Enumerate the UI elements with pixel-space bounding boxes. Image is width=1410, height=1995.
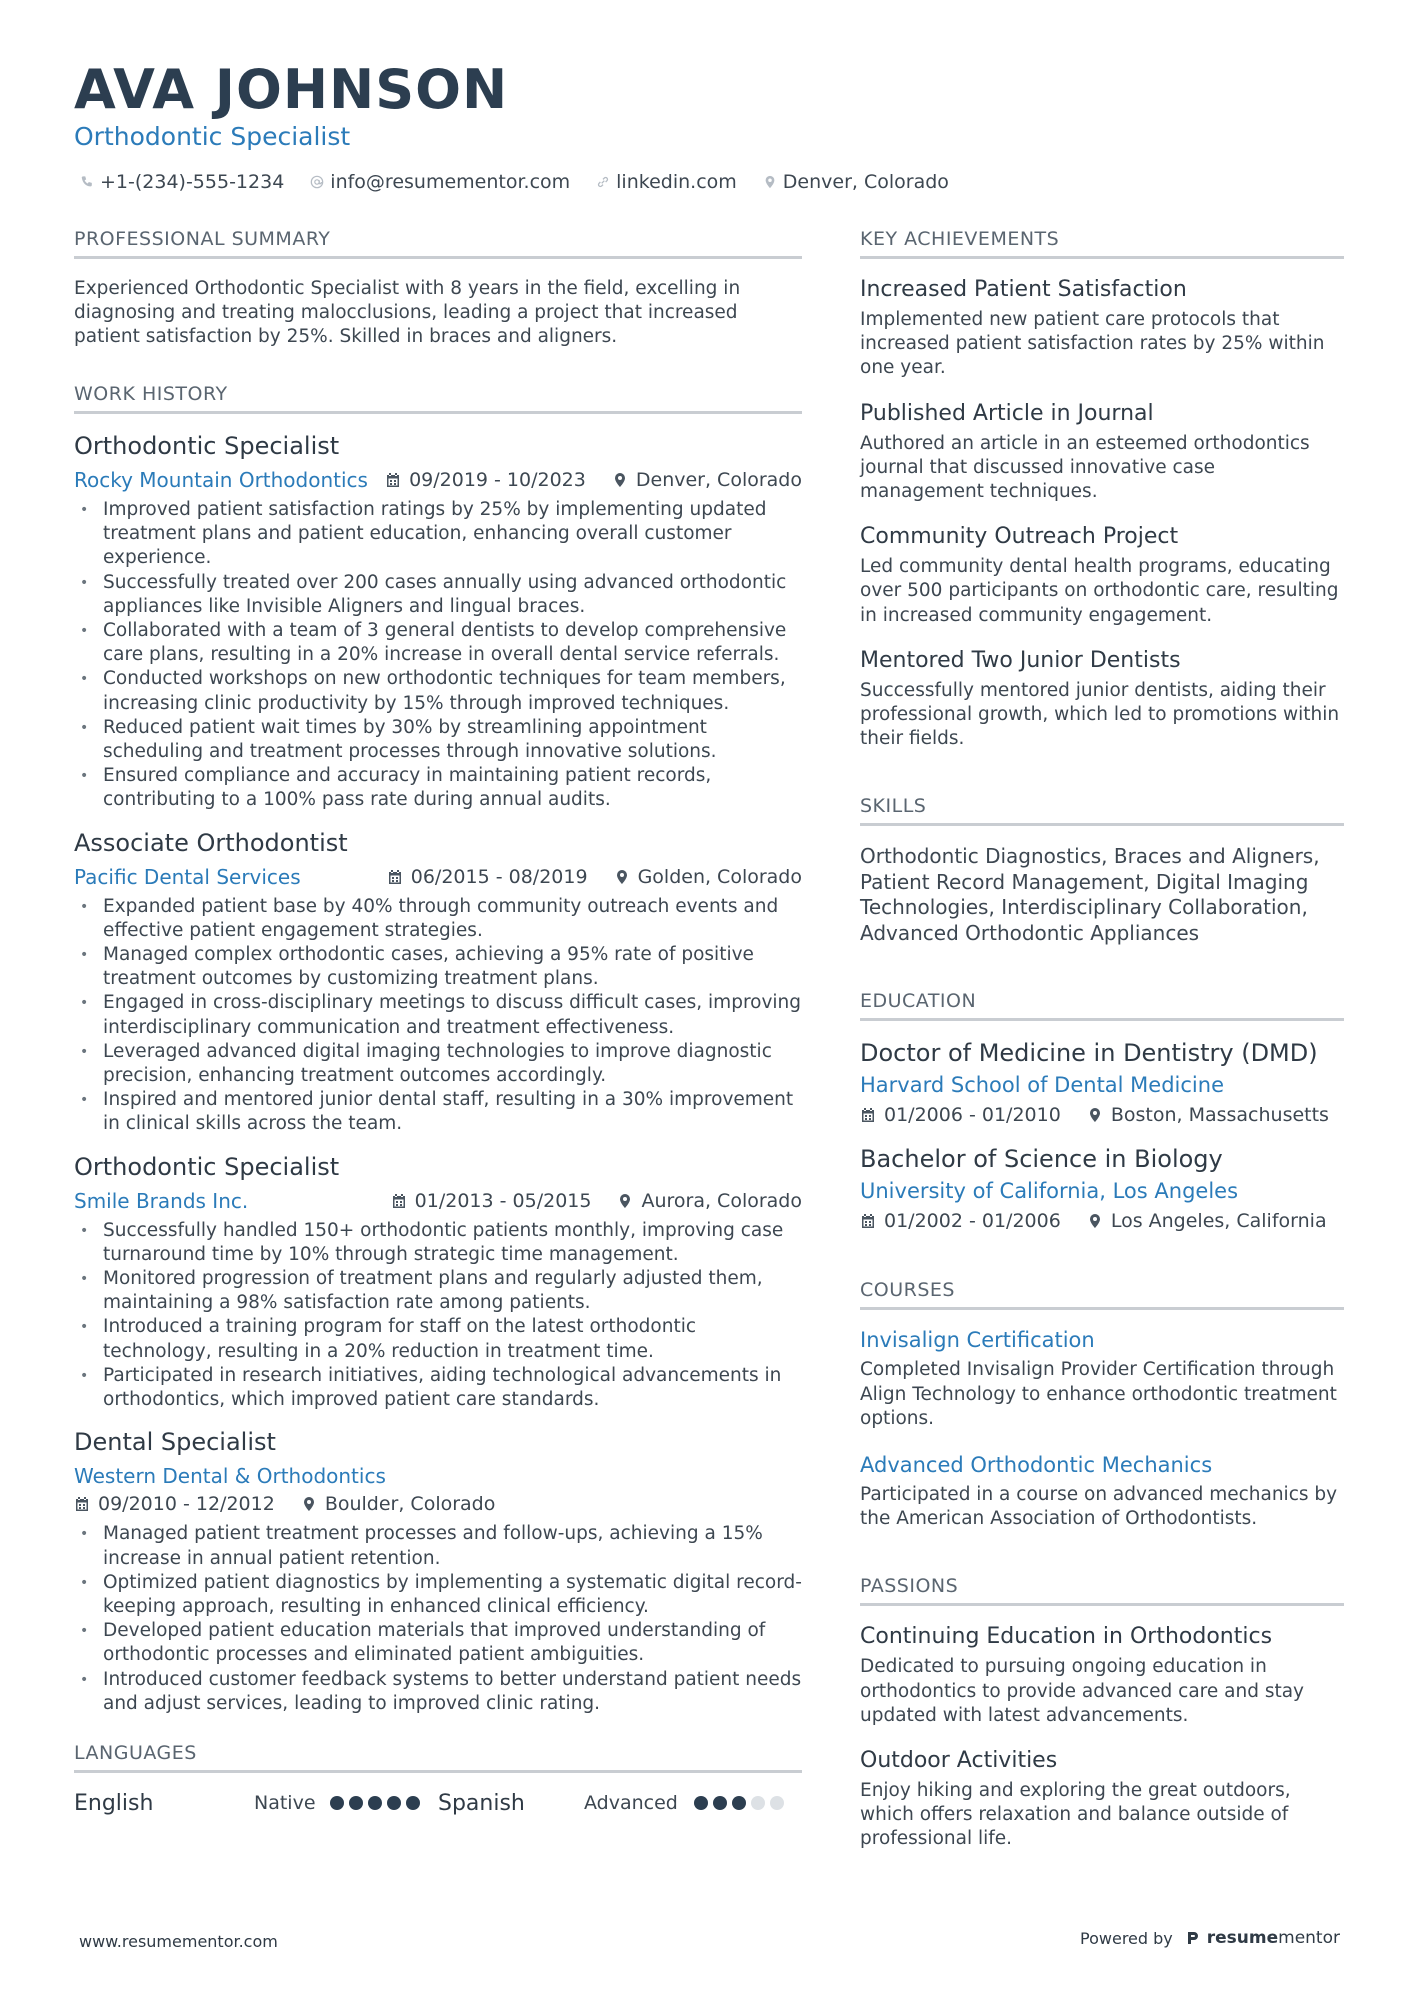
achievement-desc: Successfully mentored junior dentists, aiding their professional growth, which led to promotions within their fields.	[860, 679, 1340, 750]
language-name: English	[74, 1790, 154, 1816]
achievement-item	[860, 277, 1344, 381]
job-bullets	[74, 1219, 802, 1413]
map-pin-icon	[1087, 1213, 1103, 1229]
course-item	[860, 1453, 1344, 1531]
passion-item	[860, 1624, 1344, 1728]
link-icon	[596, 175, 610, 189]
contact-phone[interactable]	[80, 171, 284, 193]
job-dates: 06/2015 - 08/2019	[410, 865, 588, 888]
job-entry	[74, 432, 802, 813]
job-bullet: • Collaborated with a team of 3 general dentists to develop comprehensive care plans, resulting in a 20% increase in overall dental service referrals.	[74, 619, 802, 667]
rating-dot	[387, 1796, 401, 1810]
course-desc: Completed Invisalign Provider Certification through Align Technology to enhance orthodontic treatment options.	[860, 1359, 1337, 1429]
language-level: Advanced	[584, 1792, 678, 1815]
job-company: Rocky Mountain Orthodontics	[74, 468, 368, 492]
job-meta	[74, 1462, 802, 1490]
powered-by-text: Powered by	[1080, 1928, 1173, 1948]
left-column	[74, 228, 802, 1816]
achievement-item	[860, 524, 1344, 628]
job-title: Associate Orthodontist	[74, 828, 348, 857]
job-bullet: • Monitored progression of treatment plans and regularly adjusted them, maintaining a 98% satisfaction rate among patients.	[74, 1267, 802, 1315]
education-school: Harvard School of Dental Medicine	[860, 1073, 1224, 1098]
rating-dot	[770, 1796, 784, 1810]
education-degree: Doctor of Medicine in Dentistry (DMD)	[860, 1039, 1318, 1068]
calendar-icon	[860, 1107, 876, 1123]
passion-desc: Enjoy hiking and exploring the great outdoors, which offers relaxation and balance outside of professional life.	[860, 1780, 1291, 1850]
achievement-item	[860, 401, 1344, 505]
language-level: Native	[254, 1792, 316, 1815]
location-text: Denver, Colorado	[782, 171, 949, 193]
job-meta	[74, 863, 802, 891]
achievement-title: Mentored Two Junior Dentists	[860, 647, 1181, 673]
passion-item	[860, 1748, 1344, 1852]
education-meta	[860, 1101, 1344, 1129]
map-pin-icon	[612, 472, 628, 488]
skills-text: Orthodontic Diagnostics, Braces and Aligners, Patient Record Management, Digital Imaging Technologies, Interdisciplinary Collaboration, Advanced Orthodontic Appliances	[860, 844, 1320, 945]
achievement-desc: Implemented new patient care protocols that increased patient satisfaction rates by 25% within one year.	[860, 309, 1325, 379]
job-dates: 09/2010 - 12/2012	[98, 1493, 275, 1516]
language-name: Spanish	[438, 1790, 525, 1816]
brand-name-bold: resume	[1206, 1928, 1279, 1948]
section-title-passions: PASSIONS	[860, 1575, 1344, 1606]
contact-email[interactable]	[310, 171, 570, 193]
job-title: Orthodontic Specialist	[74, 1152, 340, 1181]
achievement-desc: Authored an article in an esteemed orthodontics journal that discussed innovative case management techniques.	[860, 432, 1310, 503]
rating-dot	[751, 1796, 765, 1810]
job-bullet: • Successfully handled 150+ orthodontic patients monthly, improving case turnaround time by 10% through strategic time management.	[74, 1219, 802, 1267]
rating-dot	[330, 1796, 344, 1810]
rating-dot	[732, 1796, 746, 1810]
job-company: Western Dental & Orthodontics	[74, 1464, 386, 1489]
achievement-desc: Led community dental health programs, educating over 500 participants on orthodontic care, resulting in increased community engagement.	[860, 556, 1339, 626]
achievement-title: Community Outreach Project	[860, 524, 1179, 550]
section-title-achievements: KEY ACHIEVEMENTS	[860, 228, 1344, 259]
job-bullets	[74, 895, 802, 1137]
rating-dot	[713, 1796, 727, 1810]
job-bullet: • Expanded patient base by 40% through community outreach events and effective patient engagement strategies.	[74, 895, 802, 943]
achievement-item	[860, 648, 1344, 752]
education-meta	[860, 1207, 1344, 1235]
job-entry	[74, 1153, 802, 1413]
education-item	[860, 1145, 1344, 1235]
education-dates: 01/2006 - 01/2010	[884, 1104, 1061, 1127]
course-title: Advanced Orthodontic Mechanics	[860, 1453, 1213, 1478]
footer-powered	[1080, 1928, 1340, 1948]
resumementor-logo-icon	[1185, 1930, 1201, 1946]
language-item	[74, 1791, 438, 1816]
course-desc: Participated in a course on advanced mechanics by the American Association of Orthodontists.	[860, 1484, 1338, 1530]
footer-website[interactable]: www.resumementor.com	[79, 1932, 278, 1951]
achievement-title: Increased Patient Satisfaction	[860, 277, 1187, 302]
education-item	[860, 1039, 1344, 1129]
job-entry	[74, 1428, 802, 1716]
passion-title: Continuing Education in Orthodontics	[860, 1624, 1273, 1650]
languages-list	[74, 1791, 802, 1816]
education-dates: 01/2002 - 01/2006	[884, 1210, 1061, 1233]
language-rating	[694, 1796, 784, 1810]
candidate-name: AVA JOHNSON	[74, 58, 509, 121]
calendar-icon	[385, 472, 401, 488]
job-bullet: • Improved patient satisfaction ratings by 25% by implementing updated treatment plans and patient education, enhancing overall customer experience.	[74, 498, 802, 571]
section-title-summary: PROFESSIONAL SUMMARY	[74, 228, 802, 259]
job-bullet: • Participated in research initiatives, aiding technological advancements in orthodontics, which improved patient care standards.	[74, 1364, 802, 1412]
rating-dot	[368, 1796, 382, 1810]
job-location: Golden, Colorado	[637, 865, 802, 888]
education-location: Los Angeles, California	[1110, 1210, 1327, 1233]
calendar-icon	[387, 869, 403, 885]
section-title-work: WORK HISTORY	[74, 383, 802, 414]
job-meta	[74, 466, 802, 494]
contact-linkedin[interactable]	[596, 171, 737, 193]
language-item	[438, 1791, 802, 1816]
job-bullets	[74, 1522, 802, 1716]
calendar-icon	[860, 1213, 876, 1229]
map-pin-icon	[1087, 1107, 1103, 1123]
job-meta-secondary	[74, 1490, 802, 1518]
map-pin-icon	[614, 869, 630, 885]
job-bullet: • Leveraged advanced digital imaging technologies to improve diagnostic precision, enhancing treatment outcomes accordingly.	[74, 1040, 802, 1088]
section-title-languages: LANGUAGES	[74, 1742, 802, 1773]
course-title: Invisalign Certification	[860, 1328, 1095, 1353]
at-sign-icon	[310, 175, 324, 189]
summary-text: Experienced Orthodontic Specialist with 8 years in the field, excelling in diagnosing and treating malocclusions, leading a project that increased patient satisfaction by 25%. Skilled in braces and aligners.	[74, 278, 741, 347]
job-meta	[74, 1187, 802, 1215]
job-bullet: • Optimized patient diagnostics by implementing a systematic digital record-keeping approach, resulting in enhanced clinical efficiency.	[74, 1571, 802, 1619]
job-bullet: • Introduced a training program for staff on the latest orthodontic technology, resulting in a 20% reduction in treatment time.	[74, 1315, 802, 1363]
education-degree: Bachelor of Science in Biology	[860, 1145, 1223, 1174]
contact-location	[763, 171, 949, 193]
achievement-title: Published Article in Journal	[860, 400, 1154, 426]
linkedin-text: linkedin.com	[616, 171, 737, 193]
job-bullet: • Reduced patient wait times by 30% by streamlining appointment scheduling and treatment processes through innovative solutions.	[74, 716, 802, 764]
calendar-icon	[74, 1496, 90, 1512]
map-pin-icon	[763, 175, 777, 189]
education-location: Boston, Massachusetts	[1110, 1104, 1329, 1127]
job-dates: 01/2013 - 05/2015	[414, 1189, 592, 1212]
course-item	[860, 1328, 1344, 1431]
job-company: Pacific Dental Services	[74, 864, 301, 889]
section-title-education: EDUCATION	[860, 990, 1344, 1021]
job-bullet: • Managed patient treatment processes and follow-ups, achieving a 15% increase in annual patient retention.	[74, 1522, 802, 1570]
job-company: Smile Brands Inc.	[74, 1188, 249, 1213]
job-bullets	[74, 498, 802, 813]
contact-bar	[80, 171, 949, 193]
phone-text: +1-(234)-555-1234	[100, 171, 285, 193]
job-bullet: • Engaged in cross-disciplinary meetings to discuss difficult cases, improving interdisciplinary communication and treatment effectiveness.	[74, 991, 802, 1039]
job-dates: 09/2019 - 10/2023	[409, 469, 586, 491]
education-school: University of California, Los Angeles	[860, 1179, 1239, 1204]
section-title-courses: COURSES	[860, 1279, 1344, 1310]
rating-dot	[349, 1796, 363, 1810]
job-bullet: • Inspired and mentored junior dental staff, resulting in a 30% improvement in clinical skills across the team.	[74, 1088, 802, 1136]
job-bullet: • Introduced customer feedback systems to better understand patient needs and adjust services, leading to improved clinic rating.	[74, 1668, 802, 1716]
job-location: Aurora, Colorado	[641, 1189, 802, 1212]
rating-dot	[406, 1796, 420, 1810]
language-rating	[330, 1796, 420, 1810]
job-bullet: • Successfully treated over 200 cases annually using advanced orthodontic appliances like Invisible Aligners and lingual braces.	[74, 571, 802, 619]
job-location: Denver, Colorado	[635, 469, 802, 491]
job-bullet: • Conducted workshops on new orthodontic techniques for team members, increasing clinic productivity by 15% through improved techniques.	[74, 667, 802, 715]
calendar-icon	[391, 1193, 407, 1209]
job-entry	[74, 829, 802, 1137]
job-title: Dental Specialist	[74, 1428, 276, 1457]
right-column	[860, 228, 1344, 1872]
section-title-skills: SKILLS	[860, 795, 1344, 826]
work-history-list	[74, 432, 802, 1716]
map-pin-icon	[301, 1496, 317, 1512]
job-bullet: • Developed patient education materials that improved understanding of orthodontic processes and eliminated patient ambiguities.	[74, 1619, 802, 1667]
map-pin-icon	[617, 1193, 633, 1209]
phone-icon	[80, 175, 94, 189]
email-text: info@resumementor.com	[330, 171, 571, 193]
brand-name-rest: mentor	[1278, 1928, 1340, 1948]
passion-desc: Dedicated to pursuing ongoing education in orthodontics to provide advanced care and stay updated with latest advancements.	[860, 1656, 1304, 1726]
passion-title: Outdoor Activities	[860, 1748, 1058, 1774]
job-bullet: • Ensured compliance and accuracy in maintaining patient records, contributing to a 100% pass rate during annual audits.	[74, 764, 802, 812]
rating-dot	[694, 1796, 708, 1810]
candidate-title: Orthodontic Specialist	[74, 122, 351, 151]
brand-logo[interactable]	[1185, 1928, 1340, 1948]
job-bullet: • Managed complex orthodontic cases, achieving a 95% rate of positive treatment outcomes by customizing treatment plans.	[74, 943, 802, 991]
job-title: Orthodontic Specialist	[74, 432, 340, 460]
job-location: Boulder, Colorado	[324, 1493, 496, 1516]
